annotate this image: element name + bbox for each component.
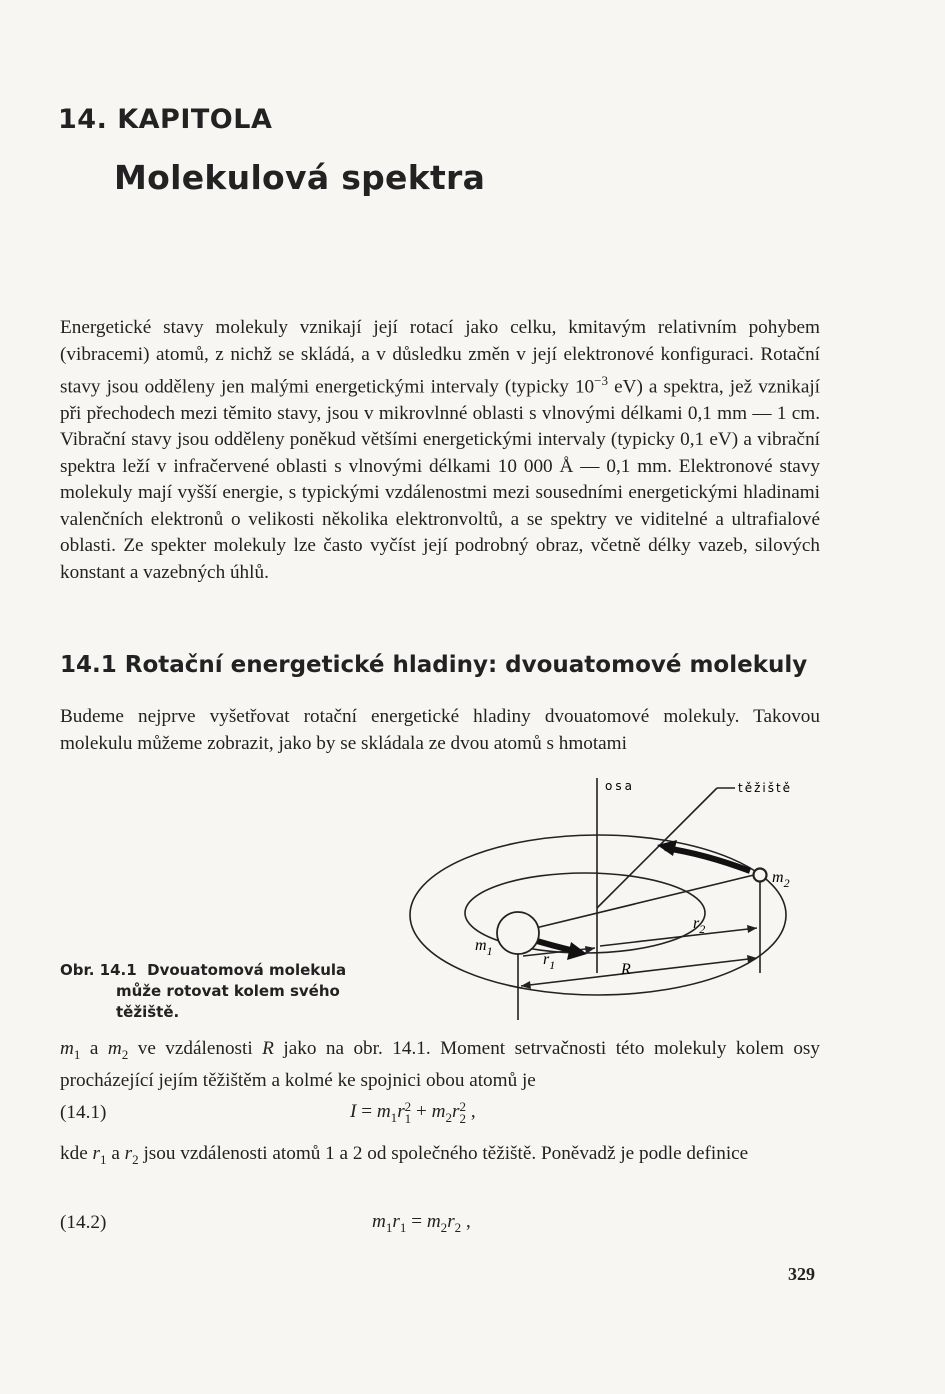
section-paragraph-2: $m_1$ a $m_2$ ve vzdálenosti R jako na obr. 14.1. Moment setrvačnosti této molekuly kolem osy procházející jejím těžištěm a kolmé ke spojnici obou atomů je [60, 1038, 820, 1092]
intro-text-1: Energetické stavy molekuly vznikají její rotací jako celku, kmitavým relativním pohybem (vibracemi) atomů, z nichž se skládá, a v důsledku změn v její elektronové konfiguraci. Rotační stavy jsou odděleny jen malými energetickými intervaly (typicky 10 [60, 317, 820, 398]
m1-label: $m_1$ [475, 937, 493, 958]
chapter-title: Molekulová spektra [114, 158, 486, 197]
chapter-label: 14. KAPITOLA [58, 104, 273, 135]
atom-m2 [754, 869, 767, 882]
equation-14-2: $m_1r_1 = m_2r_2$ , [372, 1211, 471, 1235]
outer-orbit [410, 835, 786, 995]
caption-label: Obr. 14.1 [60, 961, 137, 979]
R-label: R [621, 961, 631, 978]
R-dimension [521, 958, 757, 986]
r2-label: $r_2$ [693, 915, 706, 936]
caption-text: Dvouatomová molekula může rotovat kolem svého těžiště. [116, 961, 347, 1021]
axis-label: osa [605, 779, 635, 793]
equation-14-1: $I = m_1r$ 2 1 + $m_2r$ 2 2 , [350, 1099, 476, 1126]
r1-label: $r_1$ [543, 951, 556, 972]
section-paragraph-1: Budeme nejprve vyšetřovat rotační energetické hladiny dvouatomové molekuly. Takovou molekulu můžeme zobrazit, jako by se skládala ze dvou atomů s hmotami [60, 706, 820, 754]
center-of-mass-label: těžiště [738, 781, 793, 795]
figure-svg [405, 768, 825, 1023]
intro-exponent: −3 [594, 373, 609, 388]
equation-number-14-2: (14.2) [60, 1212, 107, 1233]
intro-text-2: eV) a spektra, jež vznikají při přechodech mezi těmito stavy, jsou v mikrovlnné oblasti s vlnovými délkami 0,1 mm — 1 cm. Vibrační stavy jsou odděleny poněkud většími energetickými intervaly (typicky 0,1 eV) a vibrační spektra leží v infračervené oblasti s vlnovými délkami 10 000 Å — 0,1 mm. Elektronové stavy molekuly mají vyšší energie, s typickými vzdálenostmi mezi sousedními energetickými hladinami valenčních elektronů o velikosti několika elektronvoltů, a se spektry ve viditelné a ultrafialové oblasti. Ze spekter molekuly lze často vyčíst její podrobný obraz, včetně délky vazeb, silových konstant a vazebných úhlů. [60, 376, 821, 583]
figure-rotating-molecule [405, 768, 825, 1028]
m2-label: $m_2$ [772, 869, 790, 890]
rotation-arrow-m2 [665, 848, 750, 871]
rotation-arrowhead-m2 [657, 840, 677, 856]
bond-line [515, 874, 758, 933]
atom-m1 [497, 912, 539, 954]
equation-number-14-1: (14.1) [60, 1102, 107, 1123]
figure-caption [60, 960, 390, 1023]
intro-paragraph [60, 315, 820, 586]
section-title: 14.1 Rotační energetické hladiny: dvouatomové molekuly [60, 652, 808, 678]
page-number: 329 [788, 1264, 815, 1284]
section-paragraph-3: kde $r_1$ a $r_2$ jsou vzdálenosti atomů 1 a 2 od společného těžiště. Poněvadž je podle definice [60, 1143, 749, 1167]
r2-dimension [600, 928, 757, 946]
rotation-arrowhead-m1 [567, 942, 587, 960]
